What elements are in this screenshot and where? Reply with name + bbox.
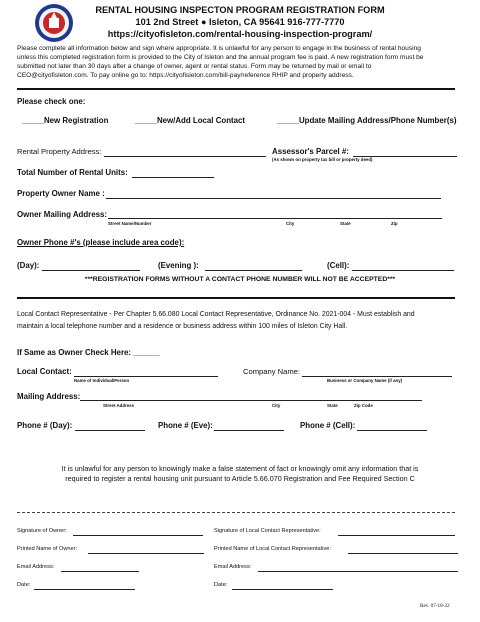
option-update-mailing[interactable]: _____Update Mailing Address/Phone Number(s): [277, 116, 457, 125]
option-new-local-contact[interactable]: _____New/Add Local Contact: [135, 116, 246, 125]
local-contact-field[interactable]: [74, 376, 218, 377]
divider-top: [17, 88, 455, 90]
local-printed-name-field[interactable]: [348, 553, 458, 554]
revision-date: Rev. 07-18-22: [420, 603, 450, 609]
local-name-note: Name of Individual/Person: [74, 378, 130, 383]
false-statement-line-1: It is unlawful for any person to knowingly make a false statement of fact or knowingly omit any information that is: [61, 464, 419, 473]
owner-state-note: State: [340, 221, 351, 226]
owner-mailing-label: Owner Mailing Address:: [17, 210, 108, 219]
local-state-note: State: [327, 403, 338, 408]
local-email-label: Email Address:: [214, 564, 252, 570]
local-signature-field[interactable]: [338, 535, 455, 536]
owner-printed-name-field[interactable]: [88, 553, 204, 554]
local-street-note: Street Address: [103, 403, 135, 408]
owner-street-note: Street Name/Number: [108, 221, 152, 226]
program-url[interactable]: https://cityofisleton.com/rental-housing-inspection-program/: [107, 29, 373, 39]
units-field[interactable]: [132, 177, 214, 178]
owner-date-field[interactable]: [34, 589, 135, 590]
intro-line-3: submitted not later than 30 days after a change of owner, agent or rental status. Form may be returned by mail or email to: [17, 63, 372, 70]
local-city-note: City: [272, 403, 281, 408]
option-new-registration[interactable]: _____New Registration: [22, 116, 109, 125]
local-email-field[interactable]: [258, 571, 458, 572]
owner-email-field[interactable]: [61, 571, 139, 572]
rental-address-field[interactable]: [104, 156, 266, 157]
intro-line-1: Please complete all information below and sign where appropriate. It is unlawful for any person to engage in the business of rental housing: [17, 45, 421, 52]
parcel-label: Assessor's Parcel #:: [272, 147, 349, 156]
owner-zip-note: Zip: [391, 221, 398, 226]
company-note: Business or Company Name (if any): [327, 378, 403, 383]
check-one-label: Please check one:: [17, 97, 86, 106]
local-zip-note: Zip Code: [354, 403, 373, 408]
intro-line-2: unless this completed registration form is provided to the City of Isleton and the annual program fee is paid. A new registration form must be: [17, 54, 424, 61]
local-mailing-label: Mailing Address:: [17, 392, 81, 401]
local-phone-eve-label: Phone # (Eve):: [158, 421, 213, 430]
local-signature-label: Signature of Local Contact Representative:: [214, 528, 321, 534]
intro-line-4: CEO@cityofisleton.com. To pay online go to: https://cityofisleton.com/bill-pay/reference RHIP and property address.: [17, 72, 354, 79]
company-name-label: Company Name:: [243, 367, 300, 376]
owner-phone-cell-label: (Cell):: [327, 261, 350, 270]
local-contact-label: Local Contact:: [17, 367, 72, 376]
local-phone-cell-label: Phone # (Cell):: [300, 421, 356, 430]
local-phone-cell-field[interactable]: [357, 430, 427, 431]
phone-required-warning: ***REGISTRATION FORMS WITHOUT A CONTACT PHONE NUMBER WILL NOT BE ACCEPTED***: [84, 276, 396, 283]
owner-signature-label: Signature of Owner:: [17, 528, 67, 534]
local-phone-day-label: Phone # (Day):: [17, 421, 73, 430]
owner-city-note: City: [286, 221, 295, 226]
same-as-owner-checkbox[interactable]: If Same as Owner Check Here: ______: [17, 348, 160, 357]
company-name-field[interactable]: [302, 376, 452, 377]
owner-printed-name-label: Printed Name of Owner:: [17, 546, 78, 552]
local-contact-desc-2: maintain a local telephone number and a residence or business address within 100 miles of Isleton City Hall.: [17, 323, 348, 330]
owner-phone-day-field[interactable]: [42, 270, 140, 271]
owner-mailing-field[interactable]: [108, 218, 442, 219]
local-date-field[interactable]: [232, 589, 333, 590]
local-phone-eve-field[interactable]: [214, 430, 284, 431]
owner-phone-cell-field[interactable]: [352, 270, 454, 271]
rental-address-label: Rental Property Address:: [17, 147, 102, 156]
owner-phones-heading: Owner Phone #'s (please include area code):: [17, 238, 185, 247]
units-label: Total Number of Rental Units:: [17, 168, 128, 177]
owner-name-field[interactable]: [106, 198, 441, 199]
local-phone-day-field[interactable]: [75, 430, 145, 431]
owner-name-label: Property Owner Name :: [17, 189, 105, 198]
form-title: RENTAL HOUSING INSPECTON PROGRAM REGISTRATION FORM: [95, 5, 385, 15]
owner-phone-evening-label: (Evening ):: [158, 261, 199, 270]
owner-signature-field[interactable]: [73, 535, 203, 536]
owner-phone-day-label: (Day):: [17, 261, 40, 270]
owner-phone-evening-field[interactable]: [205, 270, 302, 271]
local-printed-name-label: Printed Name of Local Contact Representative:: [214, 546, 331, 552]
owner-email-label: Email Address:: [17, 564, 55, 570]
office-address: 101 2nd Street ● Isleton, CA 95641 916-777-7770: [135, 17, 345, 27]
local-contact-desc-1: Local Contact Representative - Per Chapter 5.66.080 Local Contact Representative, Ordinance No. 2021-004 - Must establish and: [17, 311, 415, 318]
divider-middle: [17, 297, 455, 299]
parcel-note: (As shown on property tax bill or property deed): [272, 157, 373, 162]
local-mailing-field[interactable]: [80, 400, 422, 401]
divider-dashed: [17, 512, 455, 513]
false-statement-line-2: required to register a rental housing unit pursuant to Article 5.66.070 Registration and Fee Required Section C: [65, 474, 415, 483]
owner-date-label: Date:: [17, 582, 31, 588]
local-date-label: Date:: [214, 582, 228, 588]
